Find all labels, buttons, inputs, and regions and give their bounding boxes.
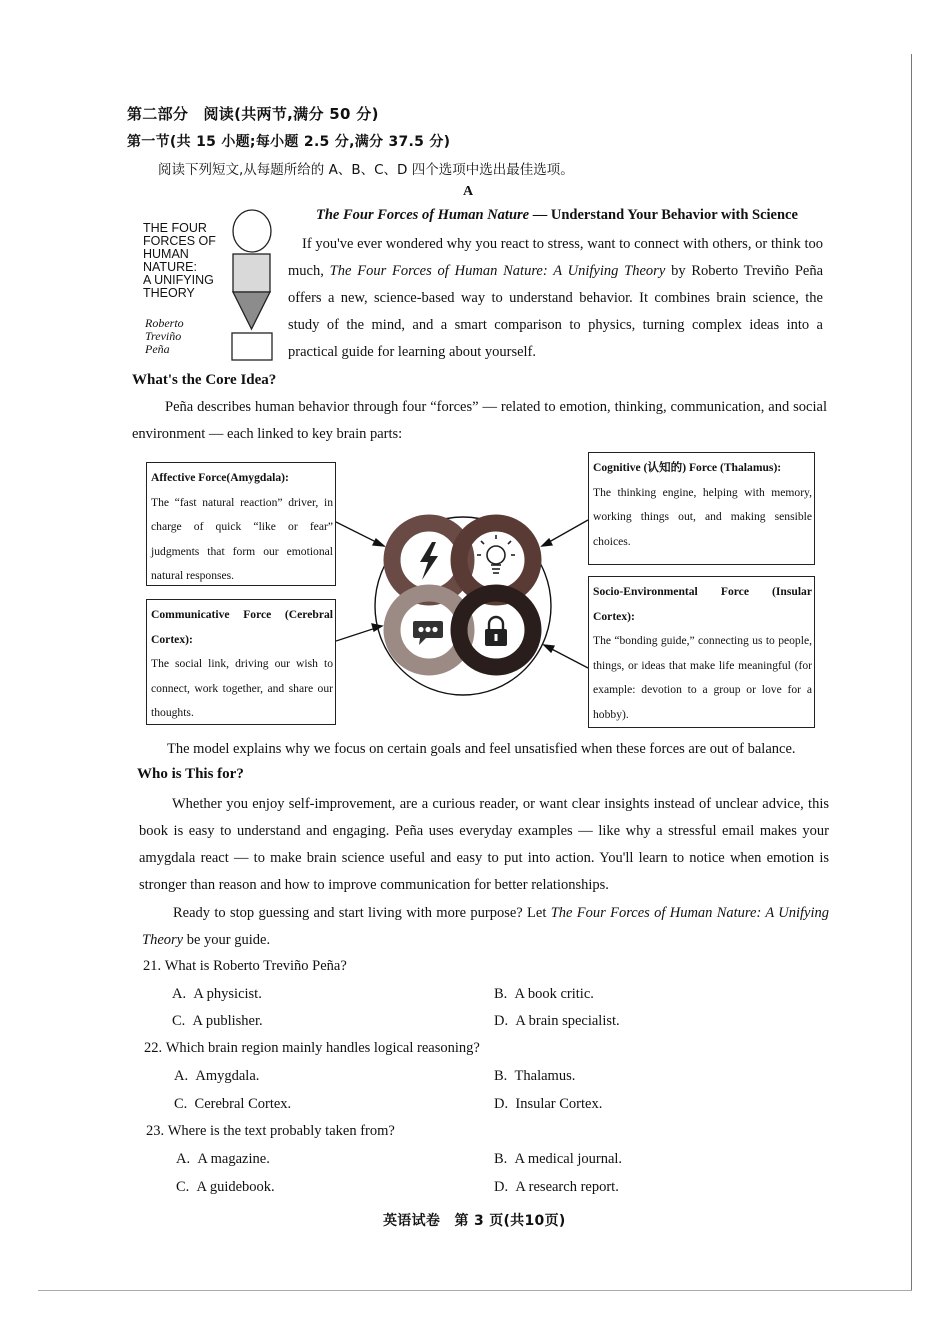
option-text: A publisher.	[192, 1013, 263, 1029]
page-edge-right	[911, 54, 912, 1290]
model-paragraph: The model explains why we focus on certain goals and feel unsatisfied when these forces are out of balance.	[167, 741, 796, 757]
option-a[interactable]	[174, 1068, 259, 1085]
question-stem	[143, 958, 347, 975]
closing-paragraph	[142, 900, 829, 954]
force-title: Communicative Force (Cerebral Cortex):	[151, 608, 333, 646]
article-headline	[316, 207, 798, 224]
option-label: B.	[494, 1068, 508, 1084]
intro-text: by Roberto Treviño Peña offers a new, science-based way to understand behavior. It combines brain science, the study of the mind, and a smart comparison to physics, turning complex ideas into a practical guide for learning about yourself.	[288, 263, 824, 360]
question-number: 22.	[144, 1040, 163, 1056]
option-text: Amygdala.	[195, 1068, 260, 1084]
padlock-icon	[485, 617, 507, 646]
cover-figure-icon	[226, 207, 278, 363]
instruction: 阅读下列短文,从每题所给的 A、B、C、D 四个选项中选出最佳选项。	[158, 162, 574, 178]
option-text: A brain specialist.	[515, 1013, 620, 1029]
option-label: C.	[174, 1096, 188, 1112]
closing-text: Ready to stop guessing and start living with more purpose? Let	[173, 905, 551, 921]
cover-author-line: Roberto	[145, 316, 184, 330]
cover-title-line: THE FOUR	[143, 221, 207, 235]
option-label: A.	[176, 1151, 191, 1167]
intro-text: If you've ever wondered why you react to stress, want to connect with others, or think too much,	[288, 236, 823, 279]
who-for-paragraph: Whether you enjoy self-improvement, are a curious reader, or want clear insights instead of unclear advice, this book is easy to understand and engaging. Peña uses everyday examples — like why a stressful email makes your amygdala react — to make brain science useful and easy to put into action. You'll learn to notice when emotion is stronger than reason and how to improve communication for better relationships.	[139, 796, 829, 893]
option-c[interactable]	[176, 1179, 275, 1196]
option-label: B.	[494, 1151, 508, 1167]
option-label: D.	[494, 1179, 509, 1195]
socio-environmental-force-box	[588, 576, 815, 728]
option-a[interactable]	[172, 986, 262, 1003]
page-edge-bottom	[38, 1290, 912, 1291]
lightning-icon	[420, 542, 438, 580]
option-text: A physicist.	[193, 986, 262, 1002]
option-b[interactable]	[494, 1151, 622, 1168]
passage-label: A	[463, 184, 474, 199]
option-text: Thalamus.	[514, 1068, 576, 1084]
headline-book-title: The Four Forces of Human Nature	[316, 207, 530, 223]
option-text: A book critic.	[514, 986, 594, 1002]
communicative-force-box	[146, 599, 336, 725]
option-text: A research report.	[515, 1179, 619, 1195]
option-c[interactable]	[174, 1096, 291, 1113]
option-text: A magazine.	[197, 1151, 270, 1167]
part-title: 第二部分 阅读(共两节,满分 50 分)	[127, 105, 379, 123]
headline-subtitle: — Understand Your Behavior with Science	[529, 207, 798, 223]
option-text: Cerebral Cortex.	[194, 1096, 292, 1112]
cover-title-line: HUMAN	[143, 247, 189, 261]
option-label: C.	[176, 1179, 190, 1195]
section-title: 第一节(共 15 小题;每小题 2.5 分,满分 37.5 分)	[127, 134, 451, 150]
force-description: The “bonding guide,” connecting us to people, things, or ideas that make life meaningful (for example: devotion to a group or love for a hobby).	[593, 634, 812, 721]
core-idea-heading: What's the Core Idea?	[132, 372, 277, 388]
intro-paragraph	[288, 231, 823, 366]
question-number: 21.	[143, 958, 162, 974]
option-d[interactable]	[494, 1013, 620, 1030]
option-label: D.	[494, 1013, 509, 1029]
cover-title-line: THEORY	[143, 286, 195, 300]
question-text: Which brain region mainly handles logical reasoning?	[165, 1040, 480, 1056]
question-stem	[144, 1040, 480, 1057]
option-label: A.	[172, 986, 187, 1002]
closing-text: be your guide.	[183, 932, 271, 948]
cognitive-force-box	[588, 452, 815, 565]
closing-book-title: The Four Forces of Human Nature: A Unifying Theory	[142, 905, 830, 948]
lightbulb-icon	[477, 535, 515, 573]
question-text: What is Roberto Treviño Peña?	[164, 958, 347, 974]
core-idea-paragraph: Peña describes human behavior through four “forces” — related to emotion, thinking, communication, and social environment — each linked to key brain parts:	[132, 399, 827, 442]
force-title: Socio-Environmental Force (Insular Cortex):	[593, 585, 812, 623]
option-text: A medical journal.	[514, 1151, 623, 1167]
question-text: Where is the text probably taken from?	[167, 1123, 395, 1139]
affective-force-box	[146, 462, 336, 586]
who-for-heading: Who is This for?	[137, 766, 244, 782]
page-footer: 英语试卷 第 3 页(共10页)	[383, 1213, 566, 1229]
four-forces-diagram	[336, 490, 590, 722]
force-description: The thinking engine, helping with memory, working things out, and making sensible choices.	[593, 485, 812, 548]
question-stem	[146, 1123, 395, 1140]
cover-author-line: Treviño	[145, 329, 182, 343]
option-d[interactable]	[494, 1179, 619, 1196]
option-b[interactable]	[494, 1068, 575, 1085]
force-title: Affective Force(Amygdala):	[151, 471, 289, 484]
cover-title-line: FORCES OF	[143, 234, 216, 248]
cover-author	[145, 317, 184, 356]
option-a[interactable]	[176, 1151, 270, 1168]
force-description: The “fast natural reaction” driver, in charge of quick “like or fear” judgments that form our emotional natural responses.	[151, 495, 333, 582]
cover-author-line: Peña	[145, 342, 170, 356]
option-label: B.	[494, 986, 508, 1002]
question-number: 23.	[146, 1123, 165, 1139]
option-label: D.	[494, 1096, 509, 1112]
force-title: Cognitive (认知的) Force (Thalamus):	[593, 461, 782, 474]
cover-title-line: A UNIFYING	[143, 273, 214, 287]
cover-title	[143, 222, 216, 300]
option-text: Insular Cortex.	[515, 1096, 603, 1112]
option-label: C.	[172, 1013, 186, 1029]
speech-bubble-icon	[413, 621, 443, 645]
intro-book-title: The Four Forces of Human Nature: A Unifying Theory	[329, 263, 666, 279]
force-description: The social link, driving our wish to connect, work together, and share our thoughts.	[151, 657, 333, 719]
option-b[interactable]	[494, 986, 594, 1003]
option-text: A guidebook.	[196, 1179, 275, 1195]
cover-title-line: NATURE:	[143, 260, 197, 274]
option-label: A.	[174, 1068, 189, 1084]
option-c[interactable]	[172, 1013, 263, 1030]
option-d[interactable]	[494, 1096, 602, 1113]
